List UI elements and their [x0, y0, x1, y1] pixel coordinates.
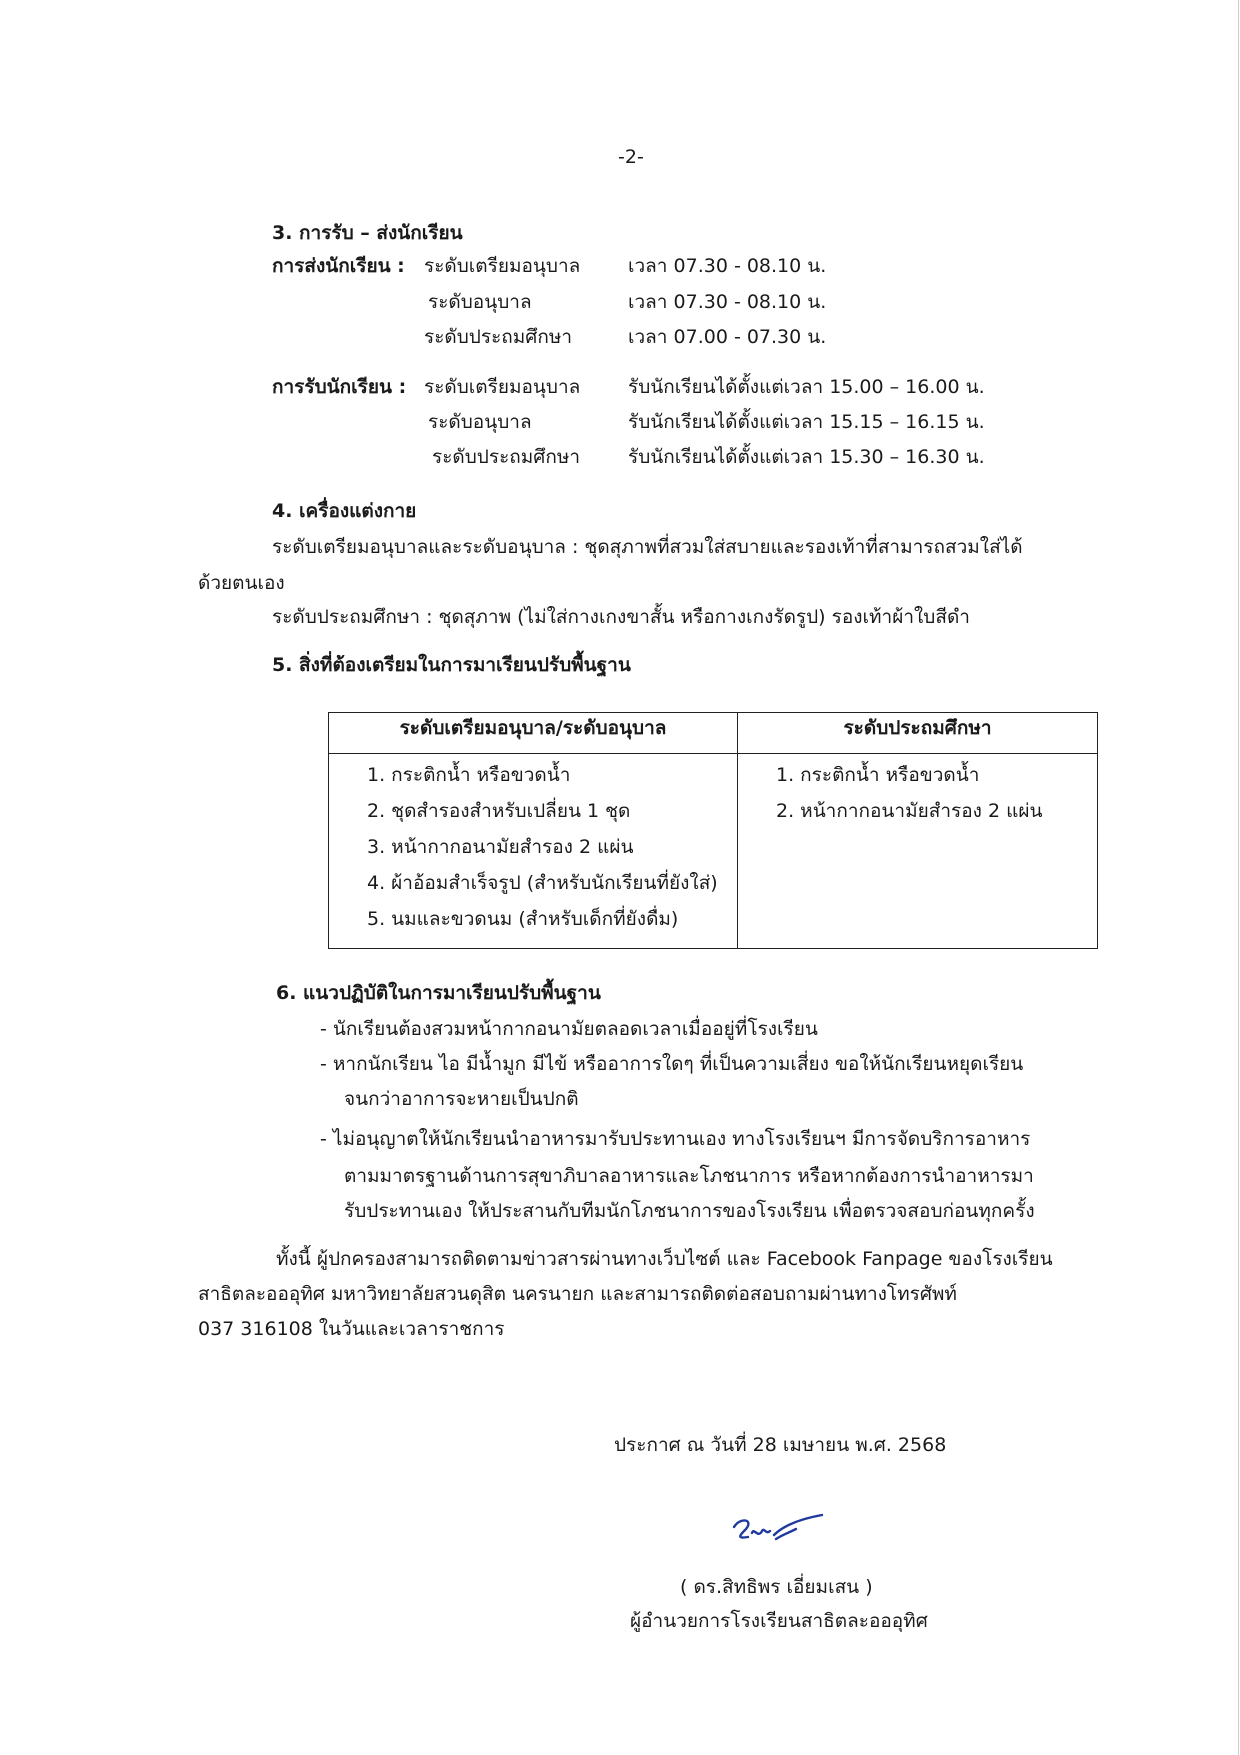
guideline-item-cont: จนกว่าอาการจะหายเป็นปกติ	[344, 1088, 579, 1110]
guideline-item: - นักเรียนต้องสวมหน้ากากอนามัยตลอดเวลาเมื่ออยู่ที่โรงเรียน	[320, 1018, 818, 1040]
section5-heading: 5. สิ่งที่ต้องเตรียมในการมาเรียนปรับพื้นฐาน	[272, 654, 631, 676]
attire-kindergarten-cont: ด้วยตนเอง	[198, 572, 285, 594]
page-edge-line	[1238, 0, 1239, 1755]
guideline-item: - หากนักเรียน ไอ มีน้ำมูก มีไข้ หรืออาการใดๆ ที่เป็นความเสี่ยง ขอให้นักเรียนหยุดเรียน	[320, 1053, 1024, 1075]
pickup-level: ระดับประถมศึกษา	[432, 446, 581, 468]
list-item: 5. นมและขวดนม (สำหรับเด็กที่ยังดื่ม)	[367, 908, 679, 930]
guideline-item: - ไม่อนุญาตให้นักเรียนนำอาหารมารับประทานเอง ทางโรงเรียนฯ มีการจัดบริการอาหาร	[320, 1128, 1031, 1150]
table-header: ระดับประถมศึกษา	[738, 713, 1098, 754]
pickup-time: รับนักเรียนได้ตั้งแต่เวลา 15.30 – 16.30 น.	[628, 446, 985, 468]
signatory-position: ผู้อำนวยการโรงเรียนสาธิตละอออุทิศ	[630, 1610, 928, 1632]
table-cell-primary	[738, 754, 1098, 949]
pickup-level: ระดับเตรียมอนุบาล	[424, 376, 581, 398]
pickup-time: รับนักเรียนได้ตั้งแต่เวลา 15.15 – 16.15 น.	[628, 411, 985, 433]
guideline-item-cont: ตามมาตรฐานด้านการสุขาภิบาลอาหารและโภชนาการ หรือหากต้องการนำอาหารมา	[344, 1165, 1034, 1187]
attire-kindergarten: ระดับเตรียมอนุบาลและระดับอนุบาล : ชุดสุภาพที่สวมใส่สบายและรองเท้าที่สามารถสวมใส่ได้	[272, 536, 1023, 558]
dropoff-time: เวลา 07.00 - 07.30 น.	[628, 326, 827, 348]
signature-image	[730, 1513, 830, 1549]
signatory-name: ( ดร.สิทธิพร เอี่ยมเสน )	[680, 1576, 873, 1598]
dropoff-level: ระดับเตรียมอนุบาล	[424, 255, 581, 277]
closing-line: สาธิตละอออุทิศ มหาวิทยาลัยสวนดุสิต นครนายก และสามารถติดต่อสอบถามผ่านทางโทรศัพท์	[198, 1283, 957, 1305]
closing-line: 037 316108 ในวันและเวลาราชการ	[198, 1318, 505, 1340]
table-header: ระดับเตรียมอนุบาล/ระดับอนุบาล	[329, 713, 738, 754]
dropoff-level: ระดับประถมศึกษา	[424, 326, 573, 348]
dropoff-level: ระดับอนุบาล	[428, 291, 532, 313]
list-item: 3. หน้ากากอนามัยสำรอง 2 แผ่น	[367, 836, 634, 858]
announcement-date: ประกาศ ณ วันที่ 28 เมษายน พ.ศ. 2568	[614, 1434, 947, 1456]
dropoff-time: เวลา 07.30 - 08.10 น.	[628, 291, 827, 313]
dropoff-label: การส่งนักเรียน :	[272, 255, 405, 277]
section4-heading: 4. เครื่องแต่งกาย	[272, 500, 417, 522]
preparation-table	[328, 712, 1098, 949]
table-cell-kindergarten	[329, 754, 738, 949]
pickup-level: ระดับอนุบาล	[428, 411, 532, 433]
section6-heading: 6. แนวปฏิบัติในการมาเรียนปรับพื้นฐาน	[276, 982, 601, 1004]
table-header-row	[329, 713, 1098, 754]
page-number: -2-	[618, 146, 644, 168]
list-item: 1. กระติกน้ำ หรือขวดน้ำ	[776, 764, 980, 786]
pickup-time: รับนักเรียนได้ตั้งแต่เวลา 15.00 – 16.00 น.	[628, 376, 985, 398]
table-row	[329, 754, 1098, 949]
section3-heading: 3. การรับ – ส่งนักเรียน	[272, 222, 463, 244]
closing-line: ทั้งนี้ ผู้ปกครองสามารถติดตามข่าวสารผ่านทางเว็บไซต์ และ Facebook Fanpage ของโรงเรียน	[276, 1248, 1053, 1270]
list-item: 2. ชุดสำรองสำหรับเปลี่ยน 1 ชุด	[367, 800, 631, 822]
list-item: 1. กระติกน้ำ หรือขวดน้ำ	[367, 764, 571, 786]
attire-primary: ระดับประถมศึกษา : ชุดสุภาพ (ไม่ใส่กางเกงขาสั้น หรือกางเกงรัดรูป) รองเท้าผ้าใบสีดำ	[272, 606, 970, 628]
list-item: 4. ผ้าอ้อมสำเร็จรูป (สำหรับนักเรียนที่ยังใส่)	[367, 872, 718, 894]
pickup-label: การรับนักเรียน :	[272, 376, 407, 398]
list-item: 2. หน้ากากอนามัยสำรอง 2 แผ่น	[776, 800, 1043, 822]
dropoff-time: เวลา 07.30 - 08.10 น.	[628, 255, 827, 277]
guideline-item-cont: รับประทานเอง ให้ประสานกับทีมนักโภชนาการของโรงเรียน เพื่อตรวจสอบก่อนทุกครั้ง	[344, 1200, 1035, 1222]
